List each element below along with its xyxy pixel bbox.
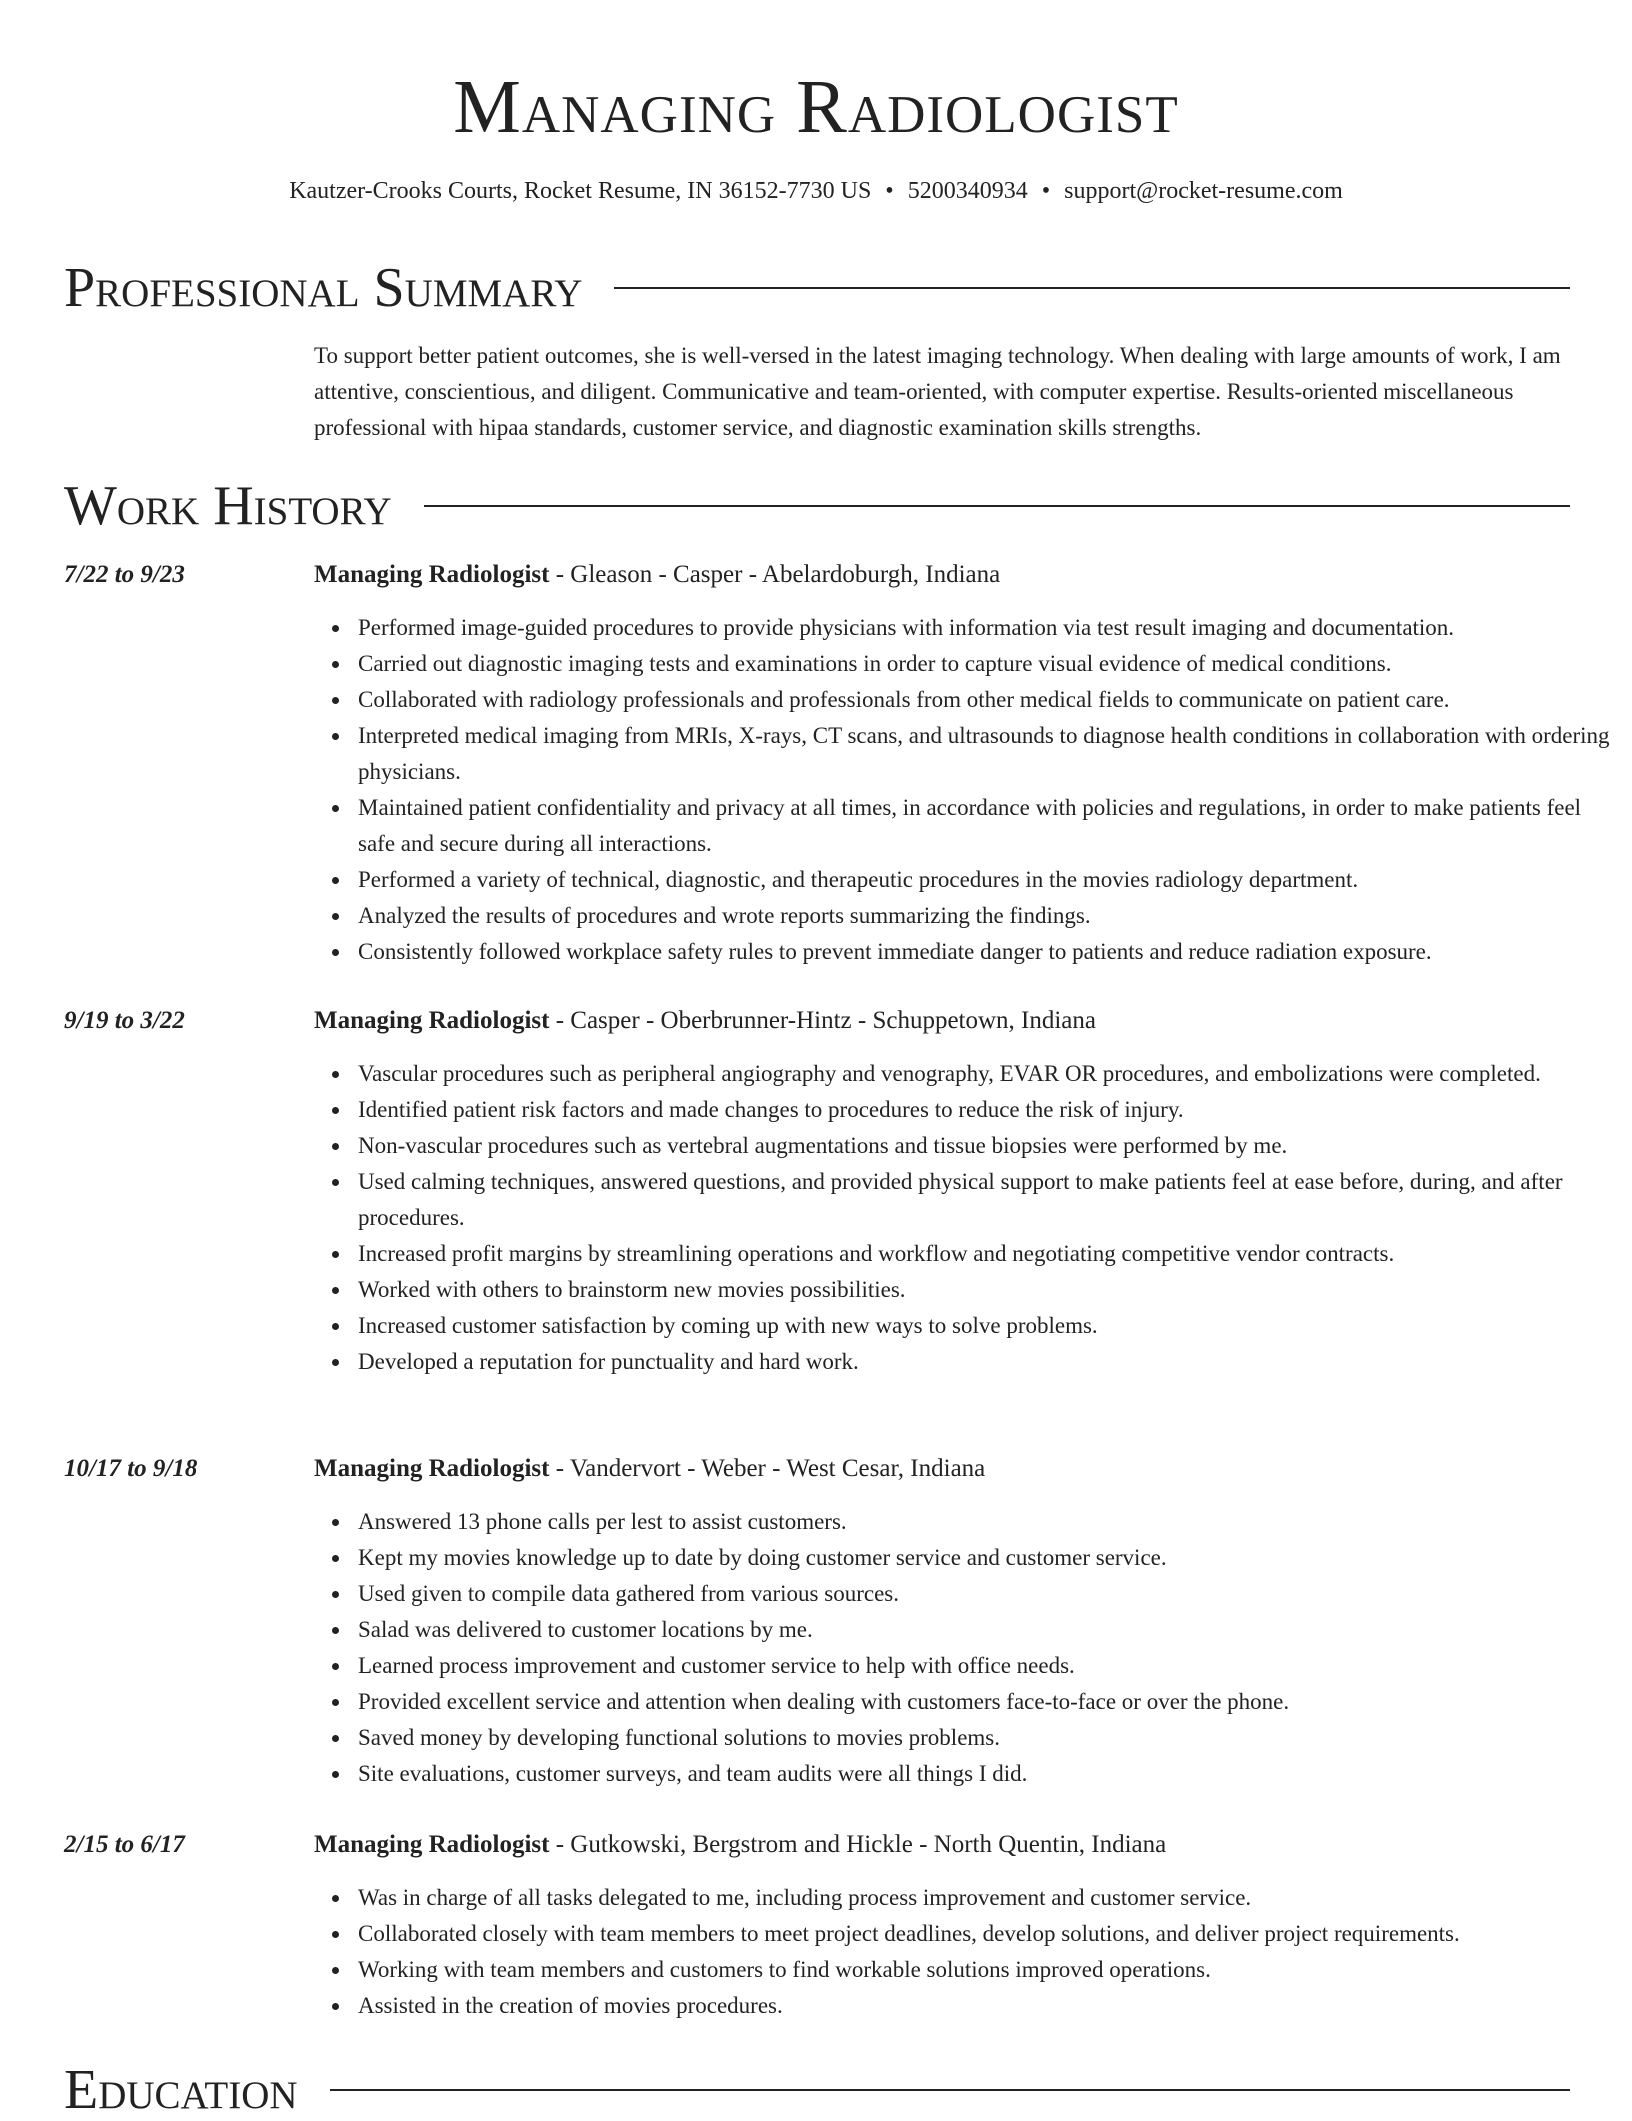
job-employer-location: - Gutkowski, Bergstrom and Hickle - North Quentin, Indiana bbox=[549, 1831, 1167, 1858]
job-dates: 9/19 to 3/22 bbox=[64, 1007, 185, 1034]
phone: 5200340934 bbox=[907, 178, 1028, 204]
job-dates: 7/22 to 9/23 bbox=[64, 561, 185, 588]
education-section-header bbox=[64, 2060, 1570, 2120]
contact-line bbox=[0, 176, 1632, 206]
list-item: Consistently followed workplace safety rules to prevent immediate danger to patients and reduce radiation exposure. bbox=[358, 934, 1614, 970]
list-item: Was in charge of all tasks delegated to me, including process improvement and customer service. bbox=[358, 1880, 1614, 1916]
list-item: Saved money by developing functional solutions to movies problems. bbox=[358, 1720, 1614, 1756]
list-item: Kept my movies knowledge up to date by doing customer service and customer service. bbox=[358, 1540, 1614, 1576]
job-role: Managing Radiologist bbox=[314, 1007, 550, 1034]
section-divider bbox=[614, 287, 1570, 289]
list-item: Learned process improvement and customer service to help with office needs. bbox=[358, 1648, 1614, 1684]
list-item: Performed a variety of technical, diagnostic, and therapeutic procedures in the movies radiology department. bbox=[358, 862, 1614, 898]
job-dates: 10/17 to 9/18 bbox=[64, 1455, 198, 1482]
work-history-section-header bbox=[64, 476, 1570, 536]
job-employer-location: - Vandervort - Weber - West Cesar, Indiana bbox=[549, 1455, 986, 1482]
list-item: Interpreted medical imaging from MRIs, X-rays, CT scans, and ultrasounds to diagnose health conditions in collaboration with ordering physicians. bbox=[358, 718, 1614, 790]
job-bullets bbox=[314, 1880, 1614, 2024]
job-heading bbox=[314, 1828, 1570, 1862]
summary-section-title: Professional Summary bbox=[64, 257, 583, 319]
list-item: Developed a reputation for punctuality and hard work. bbox=[358, 1344, 1614, 1380]
list-item: Increased profit margins by streamlining operations and workflow and negotiating competitive vendor contracts. bbox=[358, 1236, 1614, 1272]
list-item: Answered 13 phone calls per lest to assist customers. bbox=[358, 1504, 1614, 1540]
list-item: Non-vascular procedures such as vertebral augmentations and tissue biopsies were performed by me. bbox=[358, 1128, 1614, 1164]
summary-text: To support better patient outcomes, she is well-versed in the latest imaging technology. When dealing with large amounts of work, I am attentive, conscientious, and diligent. Communicative and team-oriented, with computer expertise. Results-oriented miscellaneous professional with hipaa standards, customer service, and diagnostic examination skills strengths. bbox=[314, 343, 1561, 440]
email: support@rocket-resume.com bbox=[1064, 178, 1343, 204]
job-role: Managing Radiologist bbox=[314, 561, 550, 588]
list-item: Performed image-guided procedures to provide physicians with information via test result imaging and documentation. bbox=[358, 610, 1614, 646]
job-bullets bbox=[314, 1504, 1614, 1792]
list-item: Worked with others to brainstorm new movies possibilities. bbox=[358, 1272, 1614, 1308]
job-bullets bbox=[314, 610, 1614, 970]
candidate-name: Managing Radiologist bbox=[453, 65, 1179, 149]
list-item: Salad was delivered to customer locations by me. bbox=[358, 1612, 1614, 1648]
list-item: Site evaluations, customer surveys, and team audits were all things I did. bbox=[358, 1756, 1614, 1792]
job-dates: 2/15 to 6/17 bbox=[64, 1831, 185, 1858]
list-item: Used given to compile data gathered from various sources. bbox=[358, 1576, 1614, 1612]
job-heading bbox=[314, 1452, 1570, 1486]
list-item: Vascular procedures such as peripheral angiography and venography, EVAR OR procedures, and embolizations were completed. bbox=[358, 1056, 1614, 1092]
list-item: Increased customer satisfaction by coming up with new ways to solve problems. bbox=[358, 1308, 1614, 1344]
list-item: Collaborated with radiology professionals and professionals from other medical fields to communicate on patient care. bbox=[358, 682, 1614, 718]
section-divider bbox=[424, 505, 1570, 507]
list-item: Working with team members and customers to find workable solutions improved operations. bbox=[358, 1952, 1614, 1988]
summary-section-header bbox=[64, 258, 1570, 318]
list-item: Carried out diagnostic imaging tests and examinations in order to capture visual evidence of medical conditions. bbox=[358, 646, 1614, 682]
education-section-title: Education bbox=[64, 2059, 298, 2121]
list-item: Used calming techniques, answered questions, and provided physical support to make patients feel at ease before, during, and after procedures. bbox=[358, 1164, 1614, 1236]
job-heading bbox=[314, 558, 1570, 592]
list-item: Identified patient risk factors and made changes to procedures to reduce the risk of injury. bbox=[358, 1092, 1614, 1128]
list-item: Analyzed the results of procedures and wrote reports summarizing the findings. bbox=[358, 898, 1614, 934]
list-item: Collaborated closely with team members to meet project deadlines, develop solutions, and deliver project requirements. bbox=[358, 1916, 1614, 1952]
job-employer-location: - Gleason - Casper - Abelardoburgh, Indiana bbox=[549, 561, 1001, 588]
job-bullets bbox=[314, 1056, 1614, 1380]
job-role: Managing Radiologist bbox=[314, 1831, 550, 1858]
job-employer-location: - Casper - Oberbrunner-Hintz - Schuppetown, Indiana bbox=[549, 1007, 1096, 1034]
job-heading bbox=[314, 1004, 1570, 1038]
job-role: Managing Radiologist bbox=[314, 1455, 550, 1482]
work-history-section-title: Work History bbox=[64, 475, 392, 537]
contact-separator: • bbox=[885, 178, 894, 204]
contact-separator: • bbox=[1041, 178, 1051, 204]
address: Kautzer-Crooks Courts, Rocket Resume, IN 36152-7730 US bbox=[289, 178, 872, 204]
list-item: Assisted in the creation of movies procedures. bbox=[358, 1988, 1614, 2024]
list-item: Maintained patient confidentiality and privacy at all times, in accordance with policies and regulations, in order to make patients feel safe and secure during all interactions. bbox=[358, 790, 1614, 862]
list-item: Provided excellent service and attention when dealing with customers face-to-face or over the phone. bbox=[358, 1684, 1614, 1720]
section-divider bbox=[330, 2089, 1570, 2091]
